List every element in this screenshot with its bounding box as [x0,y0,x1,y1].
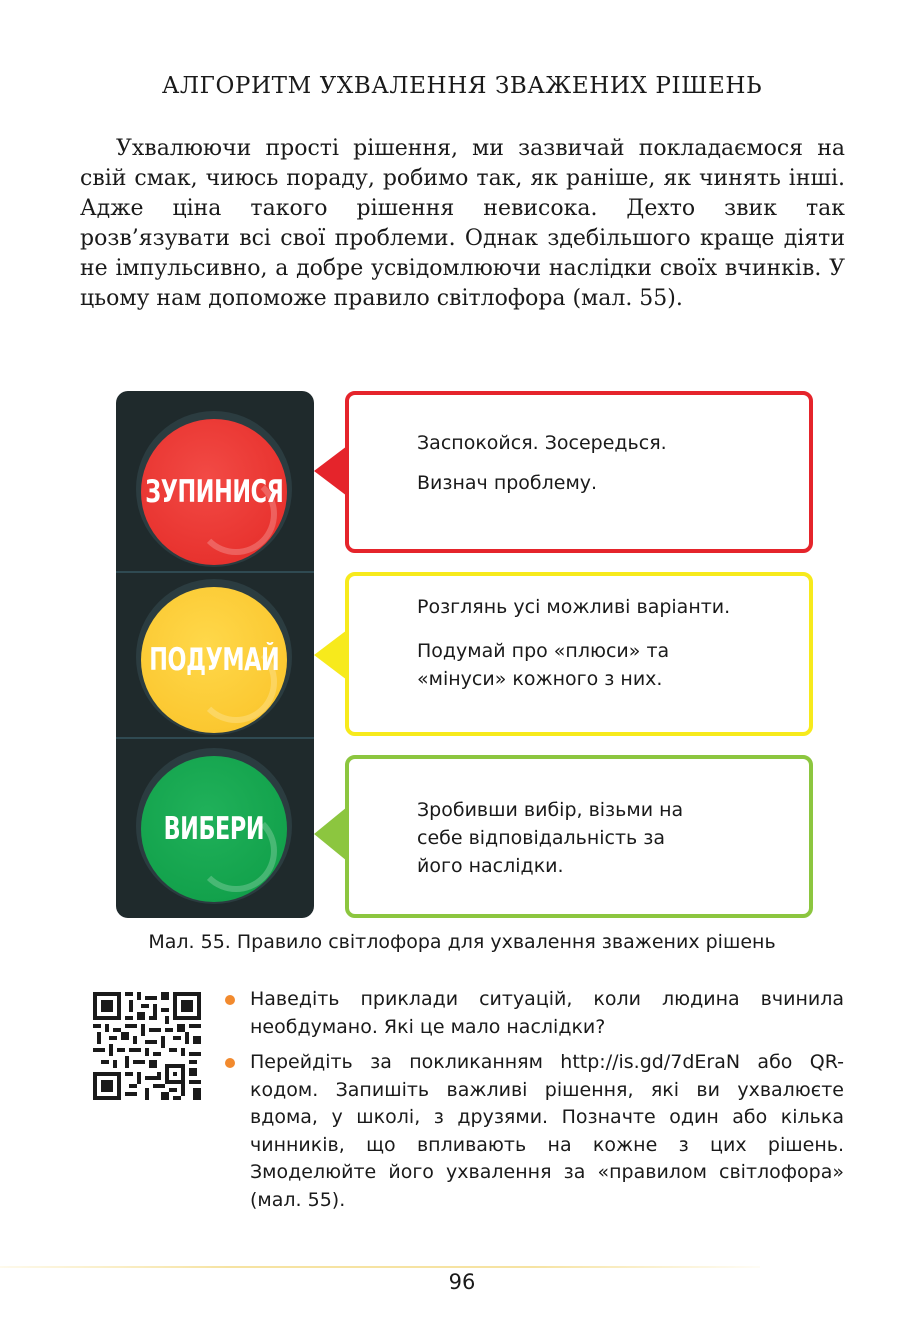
yellow-lamp-housing [136,579,292,735]
yellow-lamp-label: ПОДУМАЙ [148,642,280,678]
section-heading: АЛГОРИТМ УХВАЛЕННЯ ЗВАЖЕНИХ РІШЕНЬ [161,73,763,99]
footer-divider [0,1266,760,1268]
yellow-lamp [141,587,287,733]
red-advice-bubble [345,391,813,553]
green-bubble-pointer [314,807,347,861]
green-lamp-label: ВИБЕРИ [163,811,265,847]
qr-code[interactable] [93,992,201,1100]
yellow-advice-line-1: Розглянь усі можливі варіанти. [417,596,731,618]
task-item-2: Перейдіть за покликанням http://is.gd/7dEraN або QR-кодом. Запишіть важливі рішення, які ви ухвалюєте вдома, у школі, з друзями. Позначте один або кілька чинників, що впливають на кожне з цих рішень. Змоделюйте його ухвалення за «правилом світлофора» (мал. 55). [250,1051,844,1211]
green-advice-text: Зробивши вибір, візьми на себе відповідальність за його наслідки. [417,799,684,877]
red-lamp [141,419,287,565]
green-lamp-housing [136,748,292,904]
yellow-advice-line-2: Подумай про «плюси» та «мінуси» кожного з них. [417,640,670,690]
red-bubble-pointer [314,446,347,496]
task-item-1: Наведіть приклади ситуацій, коли людина вчинила необдумано. Які це мало наслідки? [250,988,844,1038]
traffic-light-divider [116,571,314,573]
red-advice-line-1: Заспокойся. Зосередься. [417,432,667,454]
green-advice-bubble [345,755,813,918]
yellow-bubble-pointer [314,630,347,680]
red-advice-line-2: Визнач проблему. [417,472,598,494]
red-lamp-housing [136,411,292,567]
intro-paragraph: Ухвалюючи прості рішення, ми зазвичай покладаємося на свій смак, чиюсь пораду, робимо так, як раніше, як чинять інші. Адже ціна такого рішення невисока. Дехто звик так розв’язувати всі свої проблеми. Однак здебільшого краще діяти не імпульсивно, а добре усвідомлюючи наслідки своїх вчинків. У цьому нам допоможе правило світлофора (мал. 55). [80,136,845,311]
traffic-light-divider [116,737,314,739]
figure-caption: Мал. 55. Правило світлофора для ухвалення зважених рішень [148,931,776,953]
red-lamp-label: ЗУПИНИСЯ [144,474,284,510]
task-bullet [225,1058,235,1068]
traffic-light [116,391,314,918]
page-number: 96 [448,1270,476,1294]
green-lamp [141,756,287,902]
task-bullet [225,995,235,1005]
yellow-advice-bubble [345,572,813,736]
